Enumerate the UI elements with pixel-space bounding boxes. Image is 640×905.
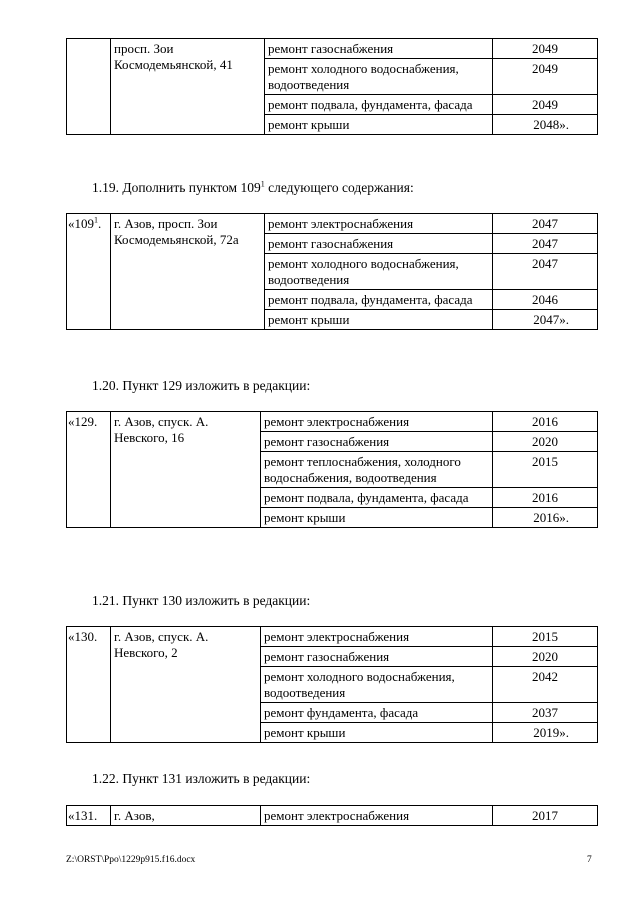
footer-file-path: Z:\ORST\Ppo\1229p915.f16.docx (66, 855, 196, 865)
table-item-130 (66, 626, 598, 743)
address-cell: г. Азов, просп. Зои Космодемьянской, 72а (111, 214, 265, 330)
address-cell: г. Азов, (111, 806, 261, 826)
year-cell: 2047 (493, 214, 598, 234)
item-number-cell: «130. (67, 627, 111, 743)
work-cell: ремонт газоснабжения (261, 647, 493, 667)
page-number: 7 (587, 855, 592, 865)
address-cell: г. Азов, спуск. А. Невского, 2 (111, 627, 261, 743)
work-cell: ремонт крыши (261, 508, 493, 528)
table-item-continuation (66, 38, 598, 135)
year-cell: 2016 (493, 412, 598, 432)
table-item-131 (66, 805, 598, 826)
work-cell: ремонт теплоснабжения, холодного водоснабжения, водоотведения (261, 452, 493, 488)
address-cell: г. Азов, спуск. А. Невского, 16 (111, 412, 261, 528)
table-item-129 (66, 411, 598, 528)
year-cell: 2019». (493, 723, 598, 743)
year-cell: 2048». (493, 115, 598, 135)
year-cell: 2037 (493, 703, 598, 723)
year-cell: 2020 (493, 647, 598, 667)
paragraph-1-19: 1.19. Дополнить пунктом $109^1$ следующего содержания: (92, 179, 414, 195)
work-cell: ремонт подвала, фундамента, фасада (265, 95, 493, 115)
work-cell: ремонт крыши (265, 115, 493, 135)
year-cell: 2016 (493, 488, 598, 508)
year-cell: 2047 (493, 234, 598, 254)
table-item-109-1 (66, 213, 598, 330)
work-cell: ремонт крыши (265, 310, 493, 330)
work-cell: ремонт подвала, фундамента, фасада (261, 488, 493, 508)
item-number-cell: «$109^1$. (67, 214, 111, 330)
year-cell: 2042 (493, 667, 598, 703)
work-cell: ремонт электроснабжения (265, 214, 493, 234)
year-cell: 2049 (493, 95, 598, 115)
address-cell: просп. Зои Космодемьянской, 41 (111, 39, 265, 135)
item-number-cell: «131. (67, 806, 111, 826)
work-cell: ремонт электроснабжения (261, 627, 493, 647)
year-cell: 2015 (493, 452, 598, 488)
work-cell: ремонт холодного водоснабжения, водоотведения (261, 667, 493, 703)
work-cell: ремонт фундамента, фасада (261, 703, 493, 723)
work-cell: ремонт электроснабжения (261, 806, 493, 826)
paragraph-1-20: 1.20. Пункт 129 изложить в редакции: (92, 378, 311, 393)
item-number-cell (67, 39, 111, 135)
work-cell: ремонт электроснабжения (261, 412, 493, 432)
year-cell: 2049 (493, 59, 598, 95)
year-cell: 2047». (493, 310, 598, 330)
year-cell: 2047 (493, 254, 598, 290)
year-cell: 2049 (493, 39, 598, 59)
paragraph-1-22: 1.22. Пункт 131 изложить в редакции: (92, 771, 311, 786)
year-cell: 2020 (493, 432, 598, 452)
work-cell: ремонт холодного водоснабжения, водоотведения (265, 59, 493, 95)
item-number-cell: «129. (67, 412, 111, 528)
work-cell: ремонт газоснабжения (265, 234, 493, 254)
year-cell: 2016». (493, 508, 598, 528)
year-cell: 2015 (493, 627, 598, 647)
year-cell: 2046 (493, 290, 598, 310)
paragraph-1-21: 1.21. Пункт 130 изложить в редакции: (92, 593, 311, 608)
work-cell: ремонт крыши (261, 723, 493, 743)
year-cell: 2017 (493, 806, 598, 826)
work-cell: ремонт подвала, фундамента, фасада (265, 290, 493, 310)
work-cell: ремонт газоснабжения (265, 39, 493, 59)
work-cell: ремонт холодного водоснабжения, водоотведения (265, 254, 493, 290)
work-cell: ремонт газоснабжения (261, 432, 493, 452)
